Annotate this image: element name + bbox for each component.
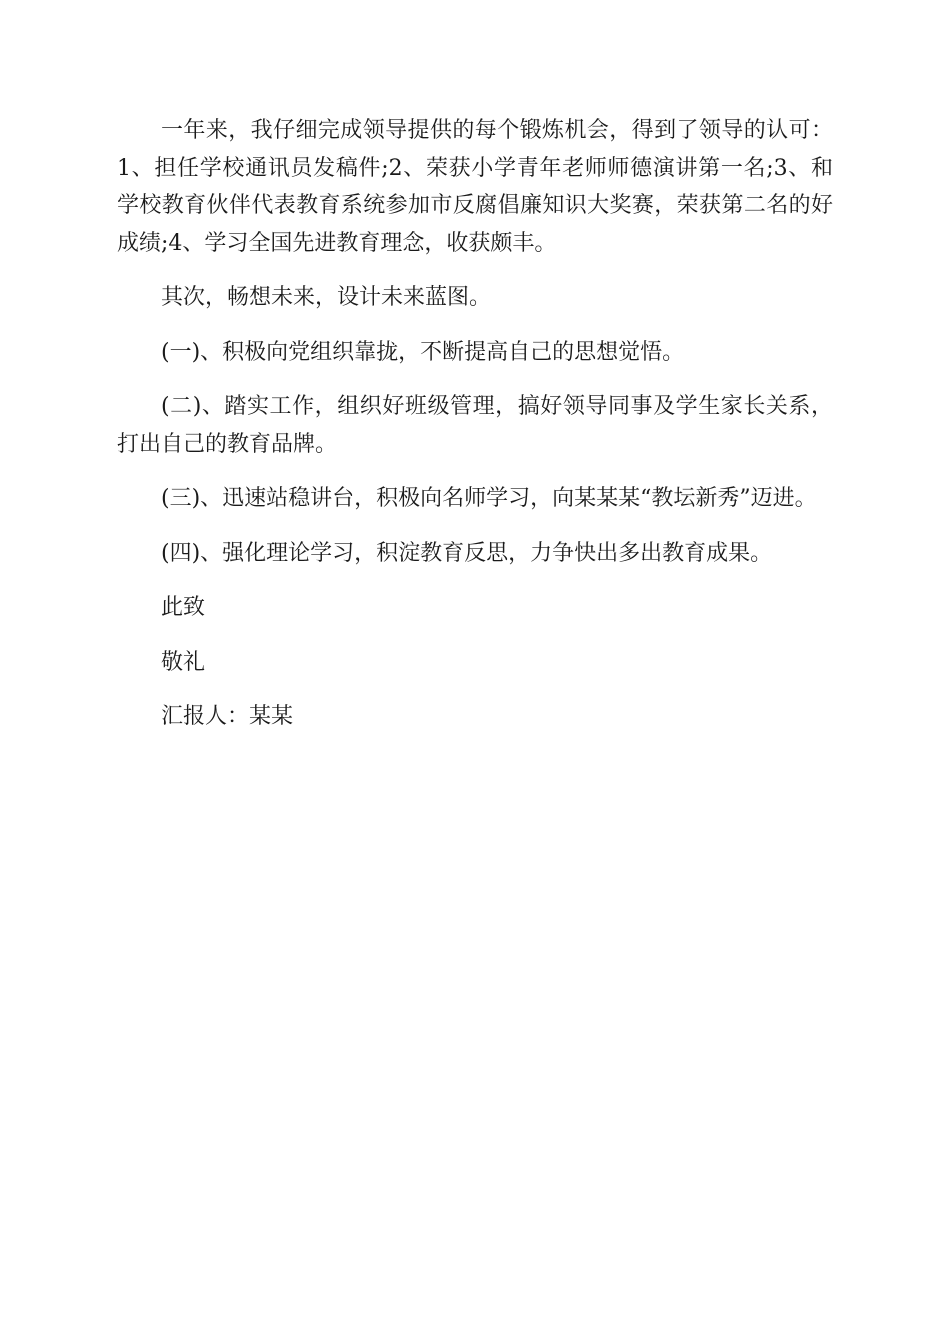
closing-line: 此致 [161,595,206,620]
paragraph-plan-1: (一)、积极向党组织靠拢，不断提高自己的思想觉悟。 [161,339,685,365]
paragraph-achievements: 一年来，我仔细完成领导提供的每个锻炼机会，得到了领导的认可：1、担任学校通讯员发稿件;2、荣获小学青年老师师德演讲第一名;3、和学校教育伙伴代表教育系统参加市反腐倡廉知识大奖赛，荣获第二名的好成绩;4、学习全国先进教育理念，收获颇丰。 [117,118,833,256]
signature-line: 汇报人：某某 [161,704,294,729]
paragraph-plan-3: (三)、迅速站稳讲台，积极向名师学习，向某某某“教坛新秀”迈进。 [161,486,817,511]
paragraph-plan-4: (四)、强化理论学习，积淀教育反思，力争快出多出教育成果。 [161,540,773,566]
document-body [117,112,833,753]
paragraph-plan-2: (二)、踏实工作，组织好班级管理，搞好领导同事及学生家长关系，打出自己的教育品牌。 [117,394,833,457]
paragraph-future-intro: 其次，畅想未来，设计未来蓝图。 [161,285,492,310]
salute-line: 敬礼 [161,649,206,675]
